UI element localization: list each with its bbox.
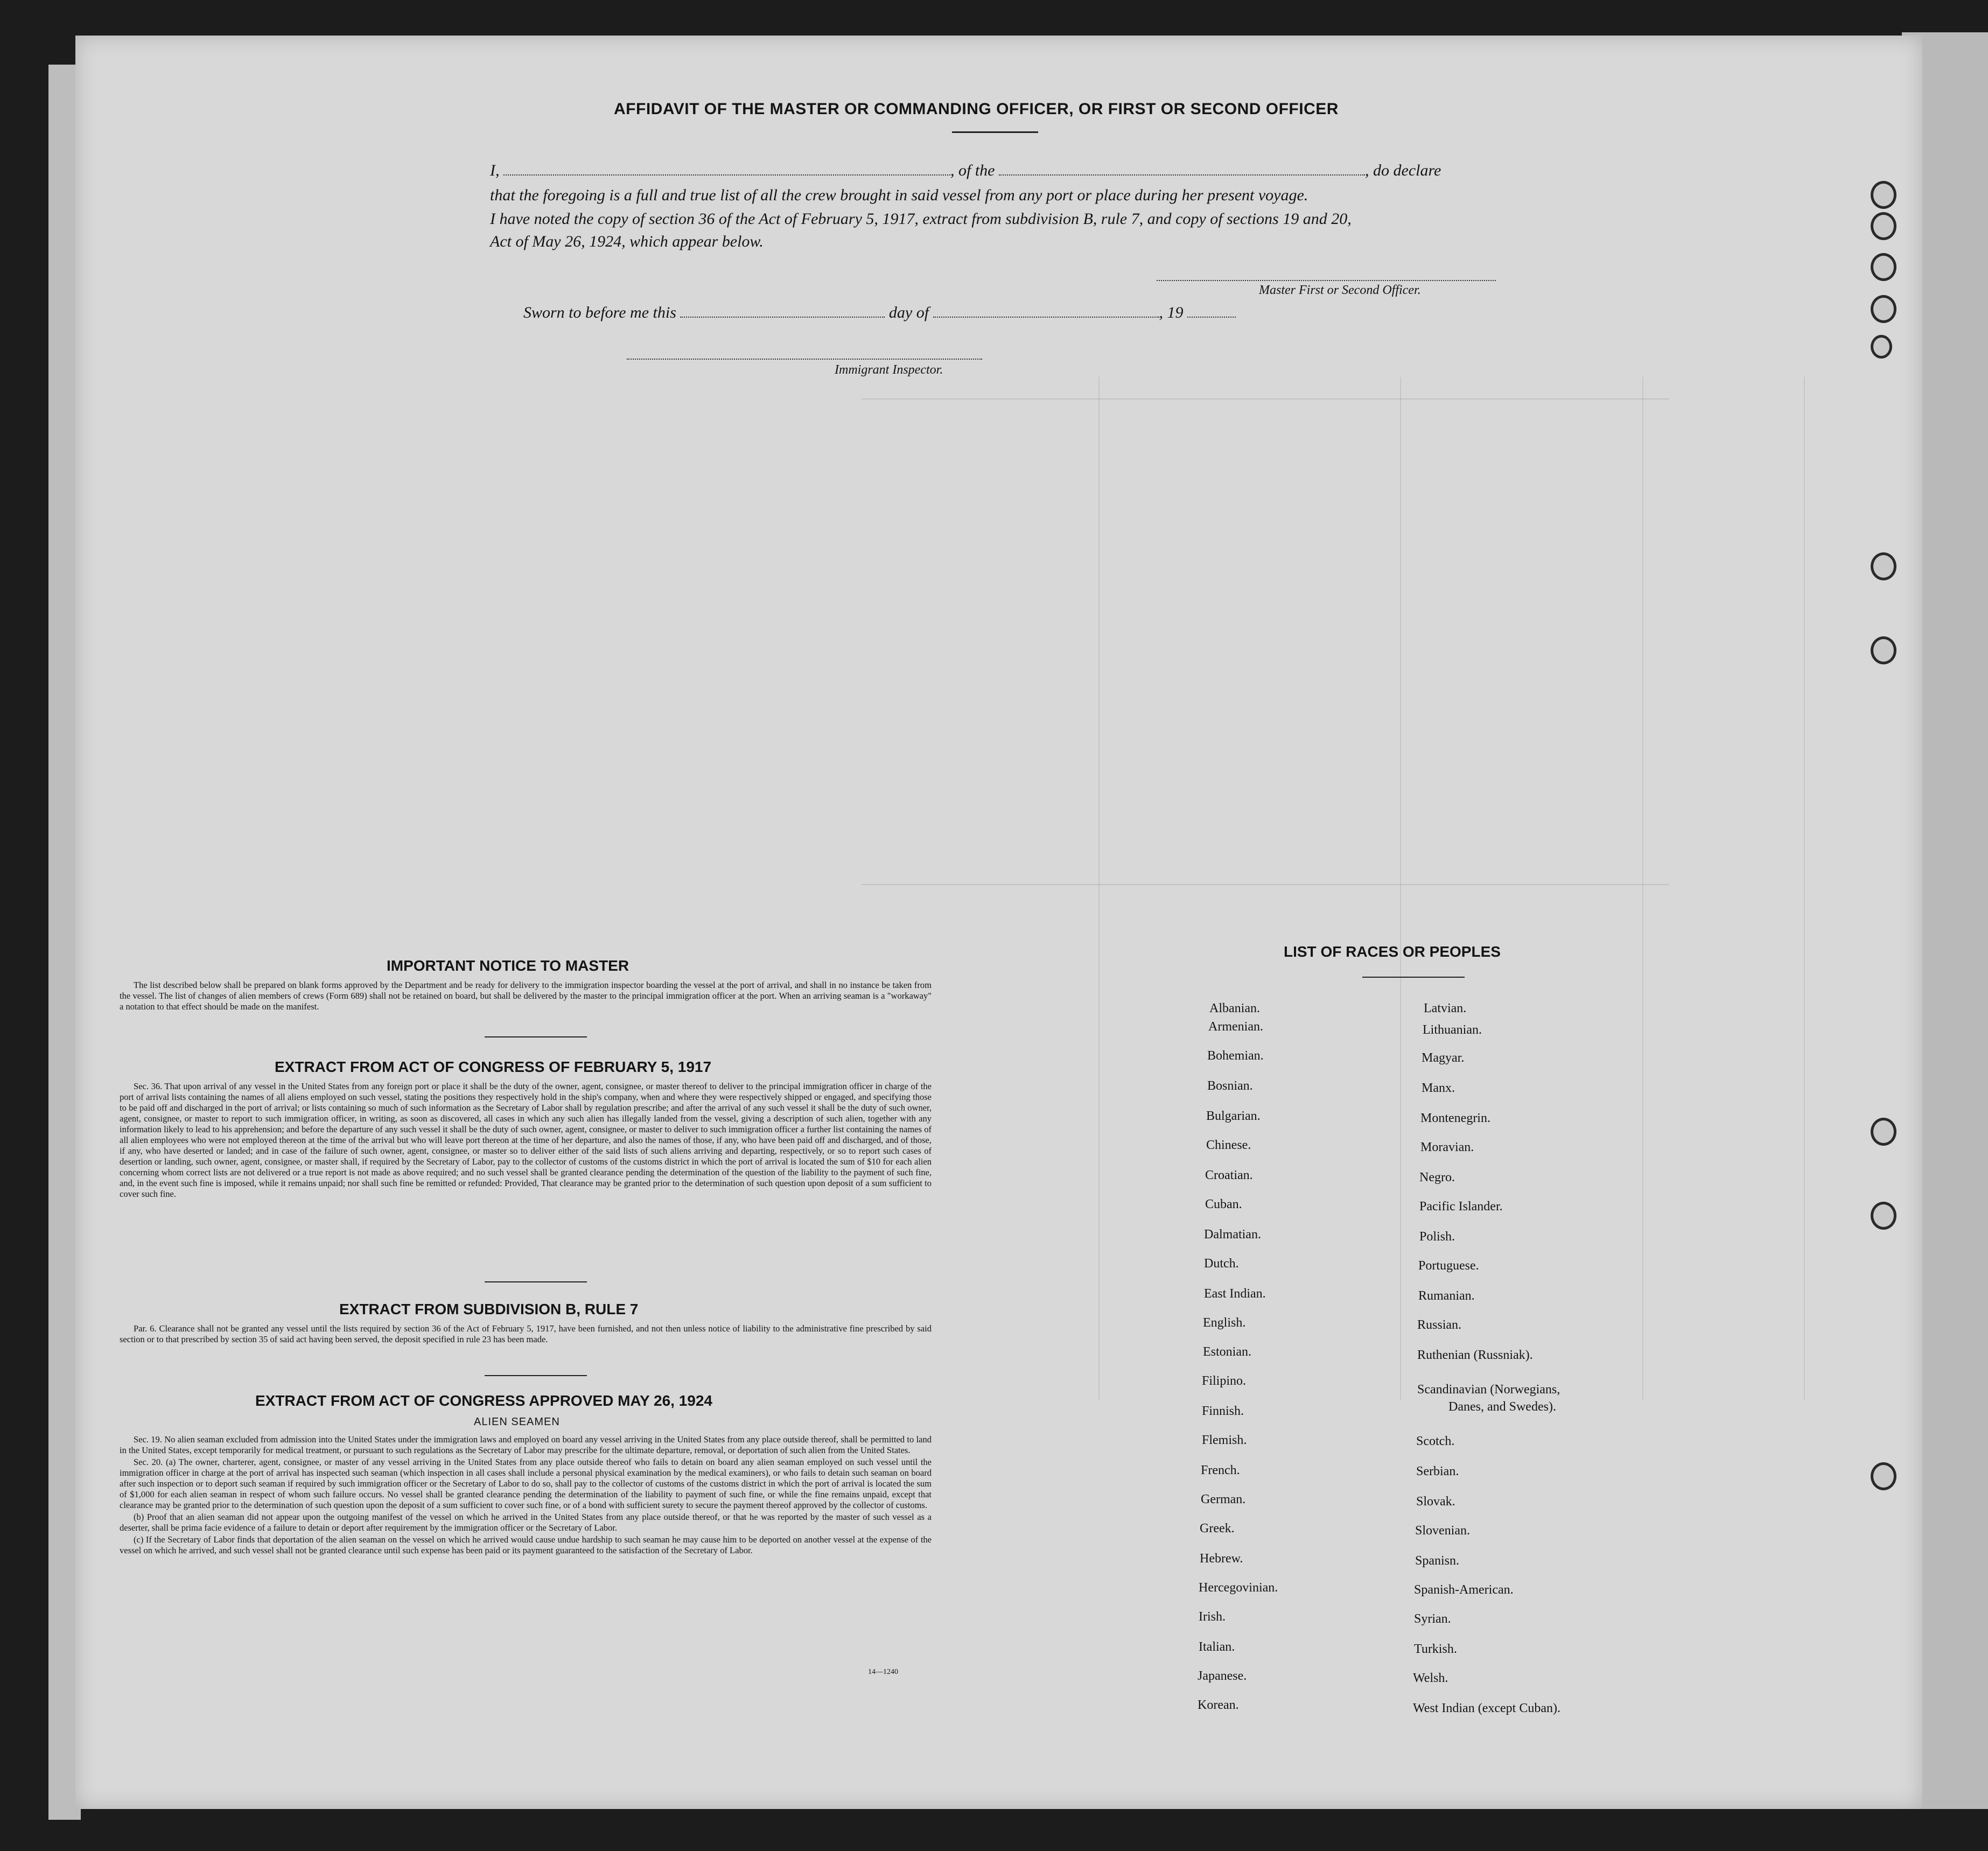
race-item: Bosnian. bbox=[1207, 1079, 1253, 1093]
race-item: Serbian. bbox=[1416, 1464, 1459, 1478]
race-item: Albanian. bbox=[1209, 1001, 1260, 1015]
vessel-blank[interactable] bbox=[999, 165, 1365, 176]
race-item: Danes, and Swedes). bbox=[1448, 1400, 1556, 1414]
race-item: Filipino. bbox=[1202, 1374, 1247, 1388]
race-item: Estonian. bbox=[1203, 1345, 1251, 1359]
race-item: Armenian. bbox=[1208, 1020, 1263, 1034]
notice-paragraph: The list described below shall be prepared on blank forms approved by the Department and be ready for delivery to the immigration inspector boarding the vessel at the port of arrival, and shall in no instance be taken from the vessel. The list of changes of alien members of crews (Form 689) shall not be retained on board, but shall be delivered by the master to the principal immigration officer at the port. When an arriving seaman is a "workaway" a notation to that effect should be made on the manifest. bbox=[120, 980, 932, 1012]
race-item: Scotch. bbox=[1416, 1434, 1455, 1448]
race-item: Rumanian. bbox=[1418, 1289, 1475, 1303]
section-19-paragraph: Sec. 19. No alien seaman excluded from admission into the United States under the immigration laws and employed on board any vessel arriving in the United States from any place outside thereof, shall be permitted to land in the United States, except temporarily for medical treatment, or pursuant to such regulations as the Secretary of Labor may prescribe for the ultimate departure, removal, or deportation of such alien from the United States. bbox=[120, 1434, 932, 1455]
affidavit-line-4: Act of May 26, 1924, which appear below. bbox=[490, 233, 764, 250]
race-item: Montenegrin. bbox=[1420, 1111, 1490, 1125]
punch-hole bbox=[1871, 636, 1896, 664]
sworn-line bbox=[523, 304, 1236, 322]
punch-hole bbox=[1871, 253, 1896, 281]
race-item: Pacific Islander. bbox=[1419, 1200, 1503, 1214]
master-signature-label: Master First or Second Officer. bbox=[1259, 283, 1421, 297]
year-label: , 19 bbox=[1159, 304, 1184, 321]
race-item: Greek. bbox=[1200, 1522, 1235, 1536]
race-item: Slovenian. bbox=[1415, 1524, 1470, 1538]
inspector-signature-line[interactable] bbox=[627, 359, 982, 360]
race-item: Irish. bbox=[1199, 1610, 1226, 1624]
punch-hole bbox=[1871, 1462, 1896, 1490]
do-declare-label: , do declare bbox=[1365, 162, 1441, 179]
race-item: Ruthenian (Russniak). bbox=[1417, 1348, 1533, 1362]
inspector-signature-label: Immigrant Inspector. bbox=[835, 363, 943, 377]
punch-hole bbox=[1871, 1118, 1896, 1146]
race-item: Bulgarian. bbox=[1206, 1109, 1261, 1123]
punch-hole bbox=[1871, 335, 1892, 359]
race-item: Hebrew. bbox=[1200, 1552, 1243, 1566]
punch-hole bbox=[1871, 552, 1896, 580]
race-item: Croatian. bbox=[1205, 1168, 1253, 1182]
race-item: Welsh. bbox=[1413, 1671, 1448, 1685]
race-item: Turkish. bbox=[1414, 1642, 1457, 1656]
race-item: Portuguese. bbox=[1418, 1259, 1479, 1273]
punch-hole bbox=[1871, 295, 1896, 323]
extract-1917-title: EXTRACT FROM ACT OF CONGRESS OF FEBRUARY 5, 1917 bbox=[275, 1058, 712, 1075]
sworn-year-blank[interactable] bbox=[1187, 307, 1236, 318]
master-signature-line[interactable] bbox=[1157, 280, 1496, 281]
day-of-label: day of bbox=[888, 304, 929, 321]
notice-text bbox=[120, 980, 932, 1013]
divider bbox=[952, 131, 1038, 133]
of-the-label: , of the bbox=[950, 162, 995, 179]
race-item: Chinese. bbox=[1206, 1138, 1251, 1152]
race-item: Spanisn. bbox=[1415, 1554, 1460, 1568]
section-20c-paragraph: (c) If the Secretary of Labor finds that deportation of the alien seaman on the vessel on which he arrived would cause undue hardship to such seaman he may cause him to be deported on another vessel at the expense of the vessel on which he arrived, and such vessel shall not be granted clearance until such expense has been paid or its payment guaranteed to the satisfaction of the Secretary of Labor. bbox=[120, 1534, 932, 1555]
race-item: Polish. bbox=[1419, 1230, 1455, 1244]
affidavit-declaration-line bbox=[490, 162, 1441, 180]
rule-7-title: EXTRACT FROM SUBDIVISION B, RULE 7 bbox=[339, 1301, 639, 1317]
par-6-paragraph: Par. 6. Clearance shall not be granted any vessel until the lists required by section 36 of the Act of February 5, 1917, have been furnished, and not then unless notice of liability to the administrative fine prescribed by said section or to that prescribed by section 35 of said act having been served, the deposit specified in rule 23 has been made. bbox=[120, 1323, 932, 1344]
extract-1917-text bbox=[120, 1081, 932, 1201]
punch-hole bbox=[1871, 1202, 1896, 1230]
race-item: Flemish. bbox=[1202, 1433, 1247, 1447]
race-item: Dutch. bbox=[1204, 1257, 1239, 1271]
punch-hole bbox=[1871, 212, 1896, 240]
race-item: West Indian (except Cuban). bbox=[1413, 1701, 1560, 1715]
race-item: Lithuanian. bbox=[1423, 1023, 1482, 1037]
race-item: French. bbox=[1201, 1463, 1240, 1477]
divider bbox=[485, 1036, 587, 1037]
race-item: Japanese. bbox=[1198, 1669, 1247, 1683]
punch-hole bbox=[1871, 181, 1896, 209]
race-item: Slovak. bbox=[1416, 1495, 1455, 1509]
affidavit-line-2: that the foregoing is a full and true list of all the crew brought in said vessel from any port or place during her present voyage. bbox=[490, 186, 1308, 204]
extract-1924-text bbox=[120, 1434, 932, 1557]
divider bbox=[1362, 977, 1465, 978]
race-item: German. bbox=[1201, 1492, 1246, 1506]
affidavit-line-3: I have noted the copy of section 36 of the Act of February 5, 1917, extract from subdivision B, rule 7, and copy of sections 19 and 20, bbox=[490, 210, 1352, 228]
race-item: Cuban. bbox=[1205, 1197, 1242, 1211]
affidavit-title: AFFIDAVIT OF THE MASTER OR COMMANDING OFFICER, OR FIRST OR SECOND OFFICER bbox=[614, 100, 1339, 118]
race-item: Manx. bbox=[1422, 1081, 1455, 1095]
race-item: Hercegovinian. bbox=[1199, 1581, 1278, 1595]
race-item: Negro. bbox=[1419, 1170, 1455, 1184]
race-item: Finnish. bbox=[1202, 1404, 1244, 1418]
section-20b-paragraph: (b) Proof that an alien seaman did not appear upon the outgoing manifest of the vessel on which he arrived in the United States from any place outside thereof, or that he was reported by the master of such vessel as a deserter, shall be prima facie evidence of a failure to detain or deport after requirement by the immigration officer or the Secretary of Labor. bbox=[120, 1512, 932, 1533]
alien-seamen-subtitle: ALIEN SEAMEN bbox=[474, 1416, 560, 1428]
race-item: English. bbox=[1203, 1316, 1246, 1330]
sworn-label: Sworn to before me this bbox=[523, 304, 676, 321]
section-20a-paragraph: Sec. 20. (a) The owner, charterer, agent, consignee, or master of any vessel arriving in the United States from any place outside thereof who fails to detain on board any alien seaman employed on such vessel until the immigration officer in charge at the port of arrival has inspected such seaman (which inspection in all cases shall include a personal physical examination by the medical examiners), or who fails to detain such seaman on board after such inspection or to deport such seaman if required by such immigration officer or the Secretary of Labor to do so, shall pay to the collector of customs of the customs district in which the port of arrival is located the sum of $1,000 for each alien seaman in respect of whom such failure occurs. No vessel shall be granted clearance pending the determination of the liability to payment of such fine, or while the fine remains unpaid, except that clearance may be granted prior to the determination of such question upon the deposit of a sum sufficient to cover such fine, or of a bond with sufficient surety to secure the payment thereof approved by the collector of customs. bbox=[120, 1457, 932, 1510]
notice-title: IMPORTANT NOTICE TO MASTER bbox=[387, 957, 629, 974]
race-item: Scandinavian (Norwegians, bbox=[1417, 1383, 1560, 1397]
race-item: Spanish-American. bbox=[1414, 1583, 1514, 1597]
affidavit-i-label: I, bbox=[490, 162, 500, 179]
race-item: Korean. bbox=[1198, 1698, 1239, 1712]
name-blank[interactable] bbox=[503, 165, 950, 176]
rule-7-text bbox=[120, 1323, 932, 1346]
divider bbox=[485, 1375, 587, 1376]
races-title: LIST OF RACES OR PEOPLES bbox=[1284, 943, 1501, 960]
form-number: 14—1240 bbox=[868, 1668, 898, 1676]
section-36-paragraph: Sec. 36. That upon arrival of any vessel in the United States from any foreign port or place it shall be the duty of the owner, agent, consignee, or master thereof to deliver to the principal immigration officer in charge of the port of arrival lists containing the names of all aliens employed on such vessel, stating the positions they respectively hold in the ship's company, when and where they were respectively shipped or engaged, and specifying those to be paid off and discharged in the port of arrival; or lists containing so much of such information as the Secretary of Labor shall by regulation prescribe; and after the arrival of any such vessel it shall be the duty of such owner, agent, consignee, or master to report to such immigration officer, in writing, as soon as discovered, all cases in which any such alien has illegally landed from the vessel, giving a description of such alien, together with any information likely to lead to his apprehension; and before the departure of any such vessel it shall be the duty of such owner, agent, consignee, or master to deliver to such immigration officer a further list containing the names of all alien employees who were not employed thereon at the time of the arrival but who will leave port thereon at the time of her departure, and also the names of those, if any, who have been paid off and discharged, and of those, if any, who have deserted or landed; and in case of the failure of such owner, agent, consignee, or master so to deliver either of the said lists of such aliens arriving and departing, respectively, or so to report such cases of desertion or landing, such owner, agent, consignee, or master shall, if required by the Secretary of Labor, pay to the collector of customs of the customs district in which the port of arrival is located the sum of $10 for each alien concerning whom correct lists are not delivered or a true report is not made as above required; and no such vessel shall be granted clearance pending the determination of the question of the liability to the payment of such fine, and, in the event such fine is imposed, while it remains unpaid; nor shall such fine be remitted or refunded: Provided, That clearance may be granted prior to the determination of such question upon deposit of a sum sufficient to cover such fine. bbox=[120, 1081, 932, 1199]
divider bbox=[485, 1281, 587, 1282]
sworn-day-blank[interactable] bbox=[680, 307, 885, 318]
race-item: Bohemian. bbox=[1207, 1049, 1264, 1063]
sworn-month-blank[interactable] bbox=[933, 307, 1159, 318]
extract-1924-title: EXTRACT FROM ACT OF CONGRESS APPROVED MAY 26, 1924 bbox=[255, 1392, 712, 1409]
race-item: Italian. bbox=[1199, 1640, 1235, 1654]
race-item: Magyar. bbox=[1422, 1051, 1465, 1065]
race-item: Russian. bbox=[1417, 1318, 1462, 1332]
race-item: Syrian. bbox=[1414, 1612, 1451, 1626]
race-item: Dalmatian. bbox=[1204, 1228, 1261, 1242]
race-item: East Indian. bbox=[1204, 1287, 1266, 1301]
race-item: Latvian. bbox=[1424, 1001, 1467, 1015]
race-item: Moravian. bbox=[1420, 1140, 1474, 1154]
